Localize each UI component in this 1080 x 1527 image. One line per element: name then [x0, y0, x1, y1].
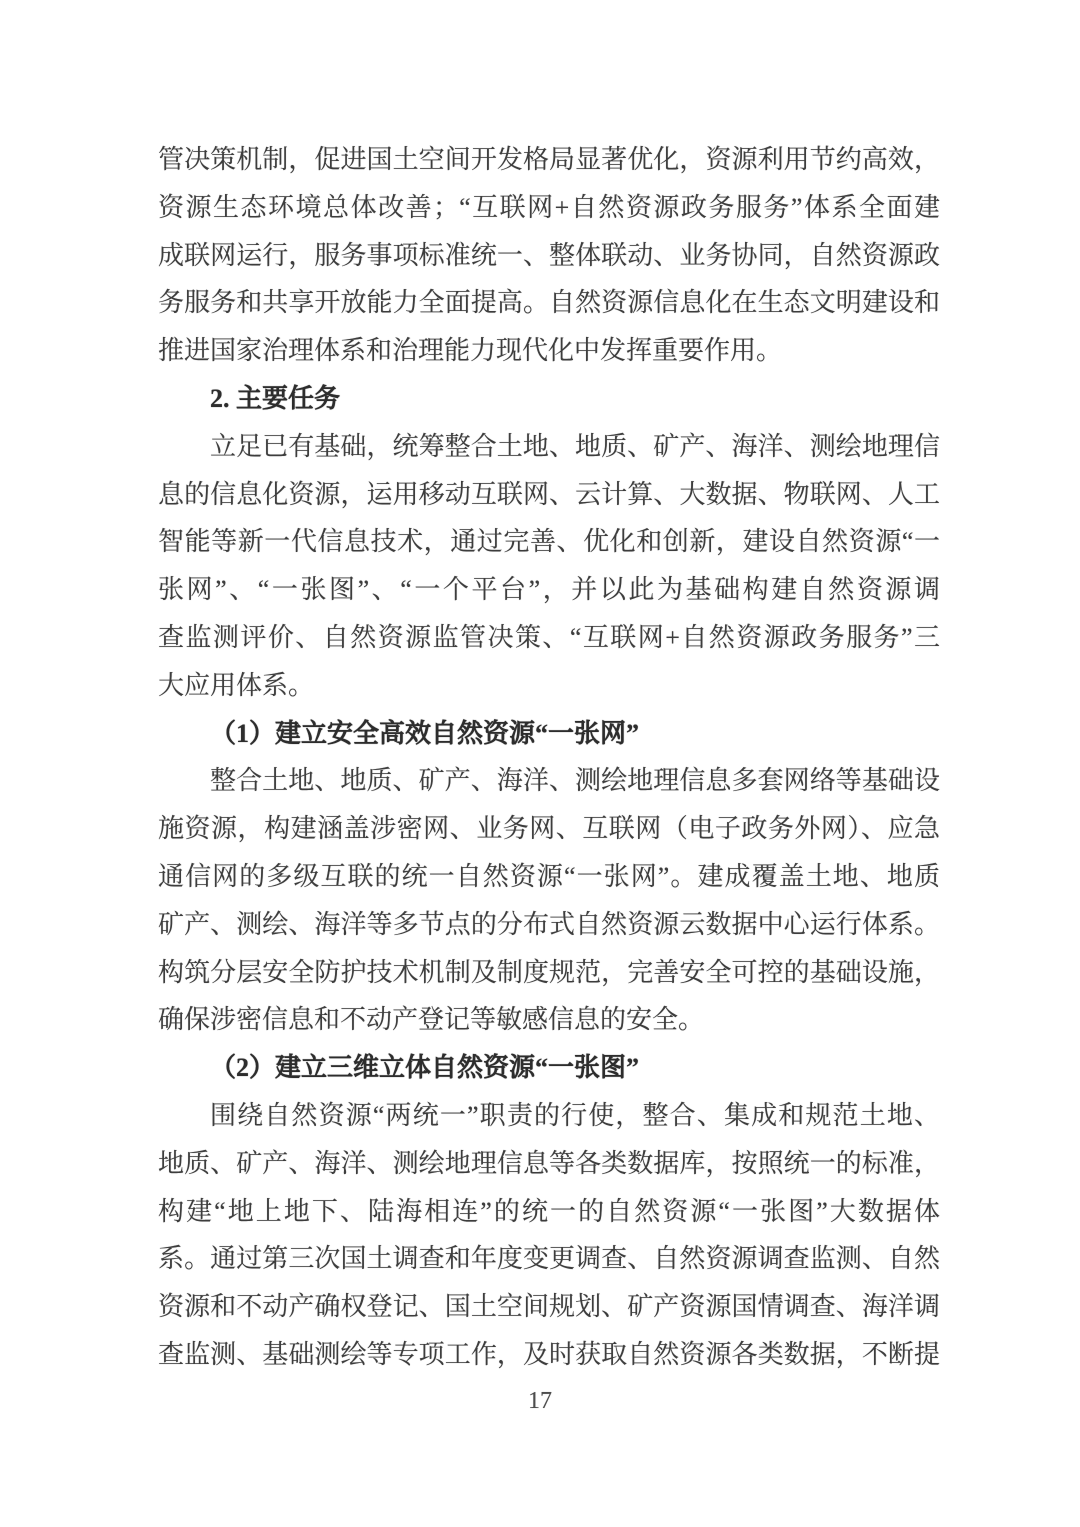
heading-one-network: （1）建立安全高效自然资源“一张网”: [210, 718, 640, 748]
text-line: 息的信息化资源，运用移动互联网、云计算、大数据、物联网、人工: [158, 479, 940, 509]
text-line: 矿产、测绘、海洋等多节点的分布式自然资源云数据中心运行体系。: [158, 909, 940, 939]
text-line: 围绕自然资源“两统一”职责的行使，整合、集成和规范土地、: [210, 1100, 940, 1130]
text-line: 资源和不动产确权登记、国土空间规划、矿产资源国情调查、海洋调: [158, 1292, 940, 1322]
text-line: 整合土地、地质、矿产、海洋、测绘地理信息多套网络等基础设: [210, 766, 940, 796]
text-line: 务服务和共享开放能力全面提高。自然资源信息化在生态文明建设和: [158, 288, 940, 318]
text-line: 管决策机制，促进国土空间开发格局显著优化，资源利用节约高效，: [158, 145, 940, 174]
text-line: 施资源，构建涵盖涉密网、业务网、互联网（电子政务外网）、应急: [158, 814, 940, 844]
text-line: 推进国家治理体系和治理能力现代化中发挥重要作用。: [158, 336, 783, 366]
text-line: 大应用体系。: [158, 670, 315, 700]
text-line: 确保涉密信息和不动产登记等敏感信息的安全。: [158, 1005, 705, 1035]
text-line: 智能等新一代信息技术，通过完善、优化和创新，建设自然资源“一: [158, 527, 940, 557]
text-line: 地质、矿产、海洋、测绘地理信息等各类数据库，按照统一的标准，: [158, 1148, 940, 1178]
heading-main-tasks: 2. 主要任务: [210, 383, 341, 413]
text-line: 查监测评价、自然资源监管决策、“互联网+自然资源政务服务”三: [158, 622, 940, 652]
text-line: 构筑分层安全防护技术机制及制度规范，完善安全可控的基础设施，: [158, 957, 940, 987]
text-line: 成联网运行，服务事项标准统一、整体联动、业务协同，自然资源政: [158, 240, 940, 270]
text-line: 通信网的多级互联的统一自然资源“一张网”。建成覆盖土地、地质: [158, 861, 940, 891]
heading-one-map: （2）建立三维立体自然资源“一张图”: [210, 1053, 640, 1083]
text-line: 系。通过第三次国土调查和年度变更调查、自然资源调查监测、自然: [158, 1244, 940, 1274]
page-number: 17: [528, 1388, 552, 1414]
text-line: 立足已有基础，统筹整合土地、地质、矿产、海洋、测绘地理信: [210, 431, 940, 461]
text-line: 查监测、基础测绘等专项工作，及时获取自然资源各类数据，不断提: [158, 1339, 940, 1369]
text-line: 张网”、“一张图”、“一个平台”，并以此为基础构建自然资源调: [158, 575, 940, 605]
text-line: 资源生态环境总体改善；“互联网+自然资源政务服务”体系全面建: [158, 192, 940, 222]
text-line: 构建“地上地下、陆海相连”的统一的自然资源“一张图”大数据体: [158, 1196, 940, 1226]
body-text: [158, 136, 940, 1379]
